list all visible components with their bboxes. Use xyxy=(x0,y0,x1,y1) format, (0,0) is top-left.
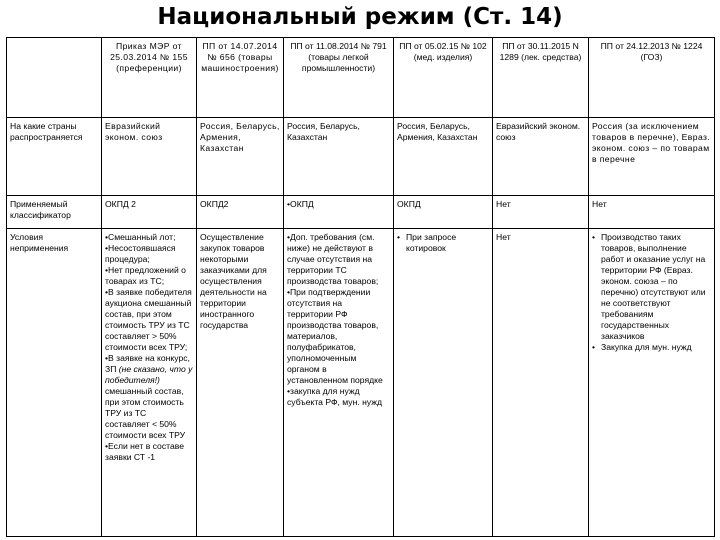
header-pp-102: ПП от 05.02.15 № 102 (мед. изделия) xyxy=(394,38,493,118)
table-cell: ОКПД xyxy=(394,196,493,229)
conditions-pp1224-cell xyxy=(589,229,715,537)
conditions-prikaz-cell xyxy=(102,229,197,537)
list-item: • При запросе котировок xyxy=(397,232,489,254)
header-row xyxy=(7,38,715,118)
table-row xyxy=(7,118,715,196)
table-cell: Россия, Беларусь, Казахстан xyxy=(284,118,394,196)
table-cell: Россия, Беларусь, Армения, Казахстан xyxy=(197,118,284,196)
table-cell: Россия, Беларусь, Армения, Казахстан xyxy=(394,118,493,196)
page-title: Национальный режим (Ст. 14) xyxy=(157,4,563,30)
header-pp-791: ПП от 11.08.2014 № 791 (товары легкой промышленности) xyxy=(284,38,394,118)
row-label-conditions: Условия неприменения xyxy=(7,229,102,537)
conditions-pp102-cell xyxy=(394,229,493,537)
header-pp-1224: ПП от 24.12.2013 № 1224 (ГОЗ) xyxy=(589,38,715,118)
row-label-countries: На какие страны распространяется xyxy=(7,118,102,196)
table-cell: ОКПД2 xyxy=(197,196,284,229)
header-empty-cell xyxy=(7,38,102,118)
list-item: • Закупка для мун. нужд xyxy=(592,342,711,353)
table-cell: •ОКПД xyxy=(284,196,394,229)
list-item: •закупка для нужд субъекта РФ, мун. нужд xyxy=(287,386,383,407)
table-cell: Евразийский эконом. союз xyxy=(102,118,197,196)
regime-table xyxy=(6,37,715,537)
header-prikaz-mer: Приказ МЭР от 25.03.2014 № 155 (преференции) xyxy=(102,38,197,118)
table-cell: Нет xyxy=(493,229,589,537)
table-cell: Нет xyxy=(589,196,715,229)
conditions-pp791-cell xyxy=(284,229,394,537)
table-row xyxy=(7,196,715,229)
table-cell: ОКПД 2 xyxy=(102,196,197,229)
list-item: •В заявке на конкурс, ЗП xyxy=(105,353,190,374)
header-pp-1289: ПП от 30.11.2015 N 1289 (лек. средства) xyxy=(493,38,589,118)
italic-note: (не сказано, что у победителя!) xyxy=(105,364,193,385)
table-cell: Осуществление закупок товаров некоторыми заказчиками для осуществления деятельности на территории иностранного государства xyxy=(197,229,284,537)
list-item: •Смешанный лот; xyxy=(105,232,176,242)
list-item: •Если нет в составе заявки СТ -1 xyxy=(105,441,184,462)
list-item: •При подтверждении отсутствия на территории РФ производства товаров, материалов, полуфабрикатов, уполномоченным органом в установленном порядке xyxy=(287,287,383,385)
list-item: смешанный состав, при этом стоимость ТРУ из ТС составляет < 50% стоимости всех ТРУ xyxy=(105,386,186,440)
table-cell: Россия (за исключением товаров в перечне), Евраз. эконом. союз – по товарам в перечне xyxy=(589,118,715,196)
list-item: •Несостоявшаяся процедура; xyxy=(105,243,176,264)
list-item: •В заявке победителя аукциона смешанный состав, при этом стоимость ТРУ из ТС составляет > 50% стоимости всех ТРУ; xyxy=(105,287,192,352)
table-row xyxy=(7,229,715,537)
list-item: •Доп. требования (см. ниже) не действуют в случае отсутствия на территории ТС производства товаров; xyxy=(287,232,379,286)
table-cell: Нет xyxy=(493,196,589,229)
table-cell: Евразийский эконом. союз xyxy=(493,118,589,196)
list-item: •Нет предложений о товарах из ТС; xyxy=(105,265,186,286)
list-item: • Производство таких товаров, выполнение работ и оказание услуг на территории РФ (Евраз. эконом. союза – по перечню) отсутствуют или не соответствуют требованиям государственных заказчиков xyxy=(592,232,711,342)
row-label-classifier: Применяемый классификатор xyxy=(7,196,102,229)
header-pp-656: ПП от 14.07.2014 № 656 (товары машиностроения) xyxy=(197,38,284,118)
